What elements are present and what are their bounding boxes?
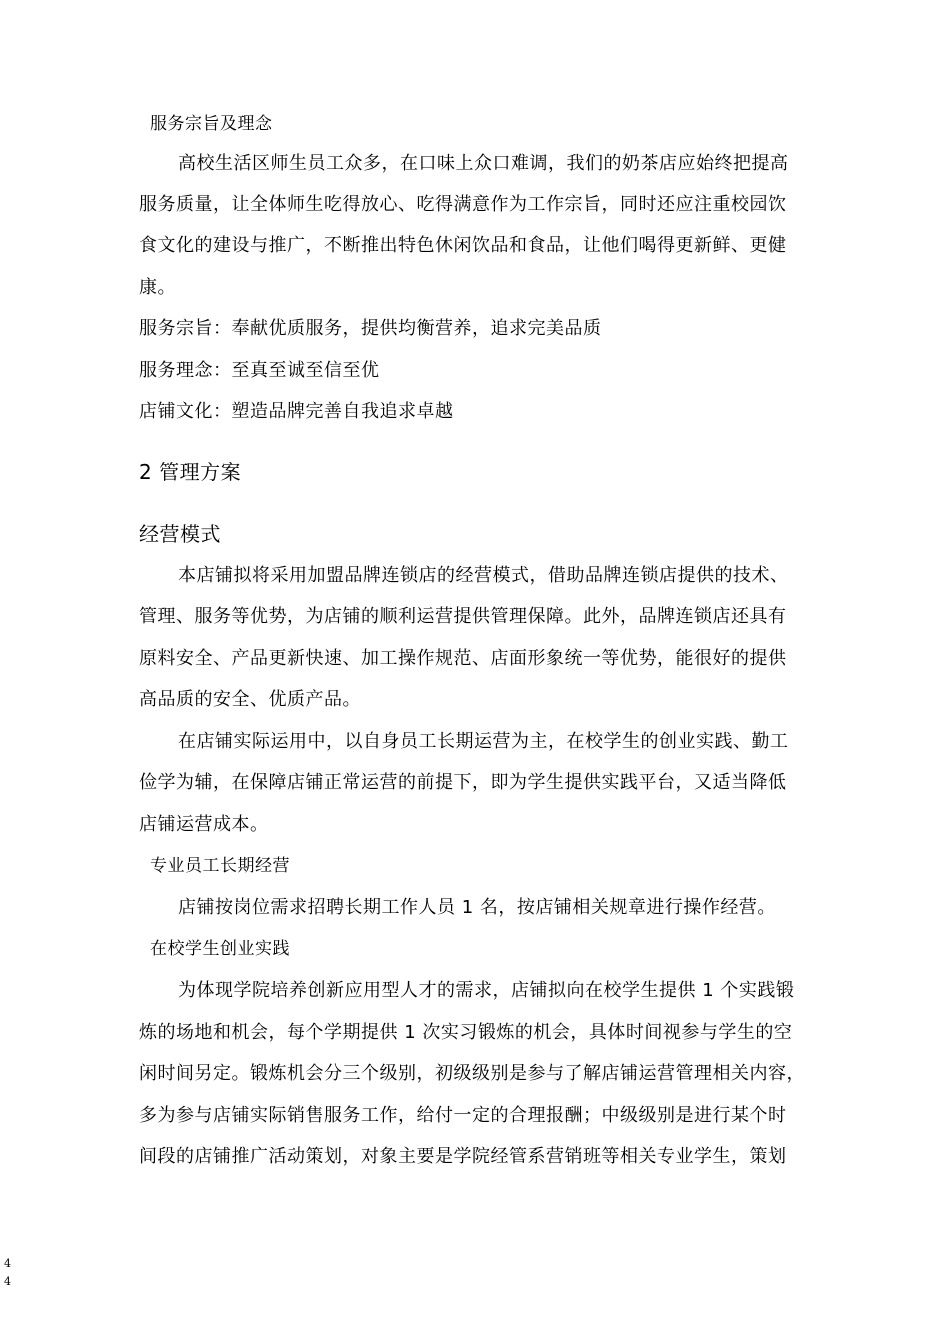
paragraph-line: 多为参与店铺实际销售服务工作，给付一定的合理报酬；中级级别是进行某个时	[139, 1105, 787, 1126]
paragraph-line: 间段的店铺推广活动策划，对象主要是学院经管系营销班等相关专业学生，策划	[139, 1146, 787, 1167]
paragraph-line: 本店铺拟将采用加盟品牌连锁店的经营模式，借助品牌连锁店提供的技术、	[178, 565, 789, 586]
paragraph-line: 店铺运营成本。	[139, 814, 269, 835]
subheading-student: 在校学生创业实践	[150, 939, 290, 959]
paragraph-line: 康。	[139, 277, 176, 298]
section-heading-service: 服务宗旨及理念	[150, 114, 273, 134]
paragraph-line: 高品质的安全、优质产品。	[139, 689, 361, 710]
store-culture: 店铺文化：塑造品牌完善自我追求卓越	[139, 401, 454, 422]
paragraph-line: 食文化的建设与推广，不断推出特色休闲饮品和食品，让他们喝得更新鲜、更健	[139, 235, 787, 256]
section-heading-management: 2 管理方案	[139, 460, 242, 484]
subheading-business-model: 经营模式	[139, 522, 221, 546]
service-philosophy: 服务理念：至真至诚至信至优	[139, 360, 380, 381]
subheading-staff: 专业员工长期经营	[150, 856, 290, 876]
paragraph-line: 在店铺实际运用中，以自身员工长期运营为主，在校学生的创业实践、勤工	[178, 731, 789, 752]
page-number: 4	[4, 1257, 11, 1270]
paragraph-line: 高校生活区师生员工众多，在口味上众口难调，我们的奶茶店应始终把提高	[178, 153, 789, 174]
paragraph-line: 原料安全、产品更新快速、加工操作规范、店面形象统一等优势，能很好的提供	[139, 648, 787, 669]
service-tenet: 服务宗旨：奉献优质服务，提供均衡营养，追求完美品质	[139, 318, 602, 339]
paragraph-line: 服务质量，让全体师生吃得放心、吃得满意作为工作宗旨，同时还应注重校园饮	[139, 194, 787, 215]
paragraph-line: 店铺按岗位需求招聘长期工作人员 1 名，按店铺相关规章进行操作经营。	[178, 897, 776, 918]
paragraph-line: 闲时间另定。锻炼机会分三个级别，初级级别是参与了解店铺运营管理相关内容，	[139, 1063, 805, 1084]
paragraph-line: 为体现学院培养创新应用型人才的需求，店铺拟向在校学生提供 1 个实践锻	[178, 980, 795, 1001]
paragraph-line: 俭学为辅，在保障店铺正常运营的前提下，即为学生提供实践平台，又适当降低	[139, 772, 787, 793]
paragraph-line: 管理、服务等优势，为店铺的顺利运营提供管理保障。此外，品牌连锁店还具有	[139, 606, 787, 627]
paragraph-line: 炼的场地和机会，每个学期提供 1 次实习锻炼的机会，具体时间视参与学生的空	[139, 1022, 793, 1043]
page-number: 4	[4, 1275, 11, 1288]
